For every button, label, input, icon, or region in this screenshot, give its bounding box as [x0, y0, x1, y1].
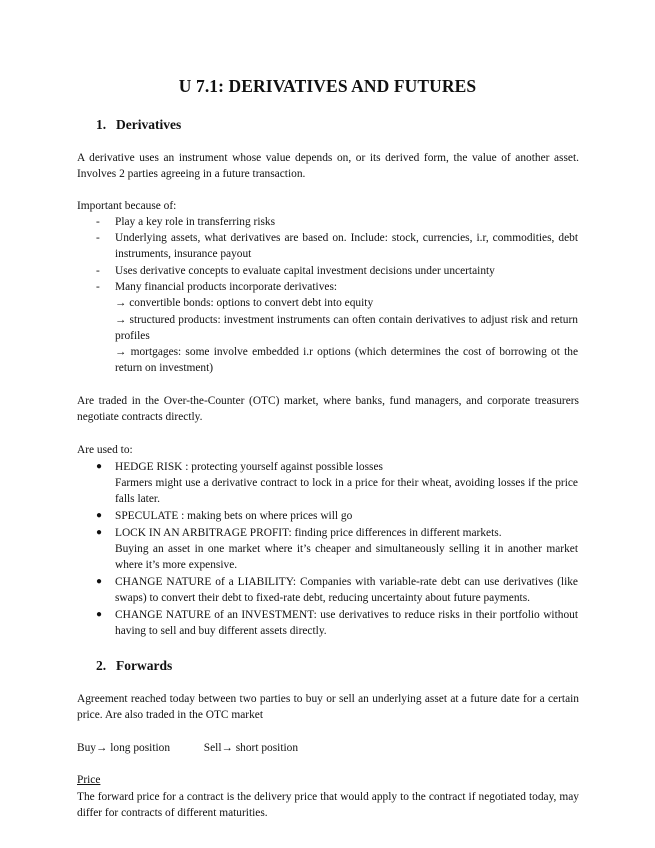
long-position-text: Buy→ long position [77, 742, 171, 754]
important-label: Important because of: [77, 200, 177, 212]
section-heading-derivatives [96, 117, 181, 133]
use-item-detail: Farmers might use a derivative contract to lock in a price for their wheat, avoiding losses if the price falls later. [115, 477, 578, 506]
sub-list-item: → structured products: investment instruments can often contain derivatives to adjust risk and return profiles [115, 314, 578, 343]
dash-marker: - [96, 281, 100, 293]
derivatives-intro: A derivative uses an instrument whose value depends on, or its derived form, the value of another asset. Involves 2 parties agreeing in a future transaction. [77, 152, 579, 181]
dash-marker: - [96, 216, 100, 228]
use-item-head: HEDGE RISK : protecting yourself against possible losses [115, 461, 383, 473]
price-subheading: Price [77, 774, 101, 786]
price-paragraph: The forward price for a contract is the delivery price that would apply to the contract if negotiated today, may differ for contracts of different maturities. [77, 791, 579, 820]
section-title: Forwards [116, 658, 173, 673]
sub-list-item: → mortgages: some involve embedded i.r options (which determines the cost of borrowing ot the return on investment) [115, 346, 578, 375]
uses-label: Are used to: [77, 444, 133, 456]
use-item-head: LOCK IN AN ARBITRAGE PROFIT: finding price differences in different markets. [115, 527, 502, 539]
page-title: U 7.1: DERIVATIVES AND FUTURES [178, 76, 477, 96]
short-position-text: Sell→ short position [203, 742, 299, 754]
use-item-detail: Buying an asset in one market where it’s cheaper and simultaneously selling it in another market where it’s more expensive. [115, 543, 578, 572]
bullet-marker: ● [96, 609, 103, 620]
list-item: Underlying assets, what derivatives are based on. Include: stock, currencies, i.r, commodities, debt instruments, insurance payout [115, 232, 578, 261]
bullet-marker: ● [96, 576, 103, 587]
use-item-head: CHANGE NATURE of a LIABILITY: Companies with variable-rate debt can use derivatives (like swaps) to convert their debt to fixed-rate debt, reducing uncertainty about future payments. [115, 576, 578, 605]
list-item: Many financial products incorporate derivatives: [115, 281, 338, 293]
use-item-head: SPECULATE : making bets on where prices will go [115, 510, 353, 522]
bullet-marker: ● [96, 510, 103, 521]
sub-list-item: → convertible bonds: options to convert debt into equity [115, 297, 374, 309]
list-item: Uses derivative concepts to evaluate capital investment decisions under uncertainty [115, 265, 495, 277]
list-item: Play a key role in transferring risks [115, 216, 276, 228]
section-title: Derivatives [116, 117, 182, 132]
otc-paragraph: Are traded in the Over-the-Counter (OTC) market, where banks, fund managers, and corporate treasurers negotiate contracts directly. [77, 395, 579, 424]
dash-marker: - [96, 265, 100, 277]
bullet-marker: ● [96, 527, 103, 538]
section-number: 1. [96, 117, 107, 132]
section-number: 2. [96, 658, 107, 673]
section-heading-forwards [96, 658, 172, 674]
positions-line [77, 740, 579, 756]
forwards-intro: Agreement reached today between two parties to buy or sell an underlying asset at a future date for a certain price. Are also traded in the OTC market [77, 693, 579, 722]
bullet-marker: ● [96, 461, 103, 472]
dash-marker: - [96, 232, 100, 244]
use-item-head: CHANGE NATURE of an INVESTMENT: use derivatives to reduce risks in their portfolio without having to sell and buy different assets directly. [115, 609, 578, 638]
